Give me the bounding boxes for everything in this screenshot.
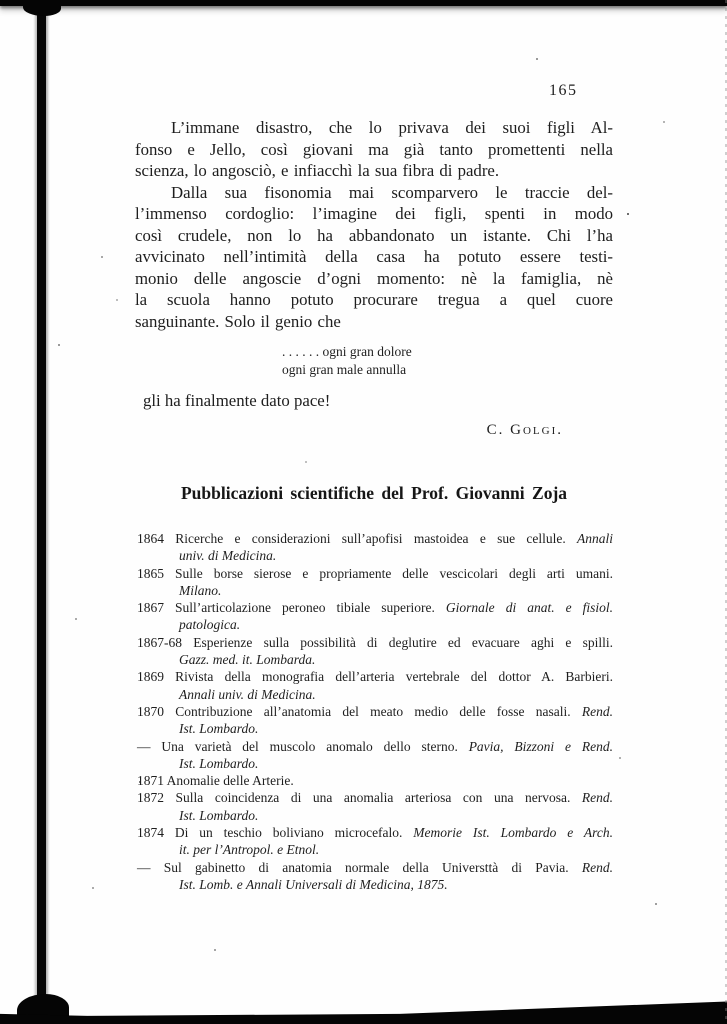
memorial-paragraph-2	[135, 182, 613, 333]
publication-entry	[137, 530, 613, 565]
publication-source-continuation	[179, 582, 613, 599]
publication-line	[137, 634, 613, 651]
bottom-edge-scan-artifact	[0, 1000, 727, 1024]
publication-source-text: Ist. Lombardo.	[179, 755, 259, 771]
publication-line	[137, 668, 613, 685]
publication-source: Rend.	[581, 790, 614, 806]
publication-source-text: patologica.	[179, 617, 241, 633]
text-line: l’immenso cordoglio: l’imagine dei figli, spenti in modo	[135, 204, 613, 223]
publication-source-continuation	[179, 686, 613, 703]
publication-source-continuation	[179, 616, 613, 633]
publication-year: 1871	[137, 773, 164, 789]
publication-source-text: it. per l’Antropol. e Etnol.	[179, 842, 320, 858]
text-line: così crudele, non lo ha abbandonato un istante. Chi l’ha	[135, 225, 613, 245]
publications-list	[137, 530, 613, 893]
section-heading: Pubblicazioni scientifiche del Prof. Giovanni Zoja	[180, 483, 568, 503]
publication-source-continuation	[179, 755, 613, 772]
text-line: avvicinato nell’intimità della casa ha potuto essere testi-	[135, 247, 613, 266]
publication-source: Giornale di anat. e fisiol.	[445, 600, 614, 616]
publication-source: Annali	[577, 531, 614, 546]
publication-entry	[137, 634, 613, 669]
publication-source-continuation	[179, 651, 613, 668]
publication-line	[137, 789, 614, 806]
publication-line	[137, 859, 614, 876]
publication-year: 1872	[137, 790, 164, 806]
publication-year: 1865	[137, 565, 164, 581]
text-line: L’immane disastro, che lo privava dei suoi figli Al-	[171, 118, 613, 137]
publication-line	[137, 738, 613, 755]
publication-source-text: Gazz. med. it. Lombarda.	[179, 652, 316, 668]
publication-line	[137, 824, 614, 841]
publication-year: 1870	[137, 703, 164, 719]
publication-source: Rend.	[581, 859, 614, 875]
author-signature: C. Golgi.	[486, 422, 563, 438]
verse-quote	[282, 343, 412, 378]
publication-line	[137, 772, 613, 789]
publication-entry	[137, 599, 613, 634]
publication-entry	[137, 565, 613, 600]
publication-title: Sull’articolazione peroneo tibiale superiore.	[175, 600, 435, 616]
closing-line: gli ha finalmente dato pace!	[143, 391, 331, 410]
publication-title: Rivista della monografia dell’arteria vertebrale del dottor A. Barbieri.	[175, 669, 613, 685]
publication-title: Contribuzione all’anatomia del meato medio delle fosse nasali.	[175, 703, 571, 719]
text-line: monio delle angoscie d’ogni momento: nè la famiglia, nè	[135, 268, 613, 288]
publication-title: Sulla coincidenza di una anomalia arteriosa con una nervosa.	[175, 790, 571, 806]
publication-source-continuation	[179, 841, 613, 858]
text-line: sanguinante. Solo il genio che	[135, 311, 341, 331]
publication-source-continuation	[179, 807, 613, 824]
publication-title: Sulle borse sierose e propriamente delle vescicolari degli arti umani.	[174, 565, 614, 581]
publication-year: 1864	[137, 531, 164, 546]
publication-line	[137, 530, 614, 547]
text-line: fonso e Jello, così giovani ma già tanto promettenti nella	[135, 139, 613, 159]
publication-title: Ricerche e considerazioni sull’apofisi mastoidea e sue cellule.	[175, 531, 566, 546]
publication-source-continuation	[179, 876, 613, 893]
publication-source: Memorie Ist. Lombardo e Arch.	[413, 825, 614, 841]
publication-source-continuation	[179, 547, 613, 564]
quote-line: . . . . . . ogni gran dolore	[282, 344, 412, 359]
publication-entry	[137, 789, 613, 824]
publication-entry	[137, 738, 613, 773]
memorial-text	[135, 117, 613, 332]
publication-title: Esperienze sulla possibilità di deglutire ed evacuare aghi e spilli.	[193, 634, 613, 650]
publication-entry	[137, 703, 613, 738]
publication-year-dash: —	[137, 859, 151, 875]
memorial-paragraph-1	[135, 117, 613, 182]
text-line: scienza, lo angosciò, e infiacchì la sua fibra di padre.	[135, 161, 500, 180]
publication-title: Una varietà del muscolo anomalo dello sterno.	[161, 738, 458, 754]
publication-line	[137, 565, 614, 582]
top-edge-scan-artifact	[0, 0, 727, 6]
publication-entry	[137, 824, 613, 859]
publication-source-text: univ. di Medicina.	[179, 548, 277, 564]
publication-source-text: Ist. Lombardo.	[179, 807, 259, 823]
publication-year-dash: —	[137, 738, 151, 754]
text-line: la scuola hanno potuto procurare tregua a quel cuore	[135, 290, 613, 309]
publication-source-text: Milano.	[179, 582, 222, 598]
publication-entry	[137, 668, 613, 703]
publication-entry	[137, 859, 613, 894]
page-number: 165	[549, 82, 578, 99]
publication-year: 1867-68	[137, 634, 182, 650]
publication-line	[137, 599, 614, 616]
publication-source-text: Annali univ. di Medicina.	[179, 686, 316, 702]
publication-title: Di un teschio boliviano microcefalo.	[174, 825, 403, 841]
publication-year: 1874	[137, 825, 164, 841]
text-line: Dalla sua fisonomia mai scomparvero le traccie del-	[171, 182, 613, 202]
publication-year: 1869	[137, 669, 164, 685]
publication-source-text: Ist. Lomb. e Annali Universali di Medicina, 1875.	[179, 876, 448, 892]
publication-source: Rend.	[581, 703, 613, 719]
publication-year: 1867	[137, 600, 164, 616]
publication-line	[137, 703, 613, 720]
binding-gutter-shadow	[37, 0, 46, 1024]
publication-source: Pavia, Bizzoni e Rend.	[468, 738, 613, 754]
publication-title: Anomalie delle Arterie.	[166, 773, 294, 789]
quote-line: ogni gran male annulla	[282, 361, 407, 377]
publication-source-text: Ist. Lombardo.	[179, 721, 259, 737]
scan-noise-specks	[0, 0, 2, 2]
publication-source-continuation	[179, 720, 613, 737]
publication-title: Sul gabinetto di anatomia normale della Universttà di Pavia.	[163, 859, 569, 875]
publication-entry	[137, 772, 613, 789]
